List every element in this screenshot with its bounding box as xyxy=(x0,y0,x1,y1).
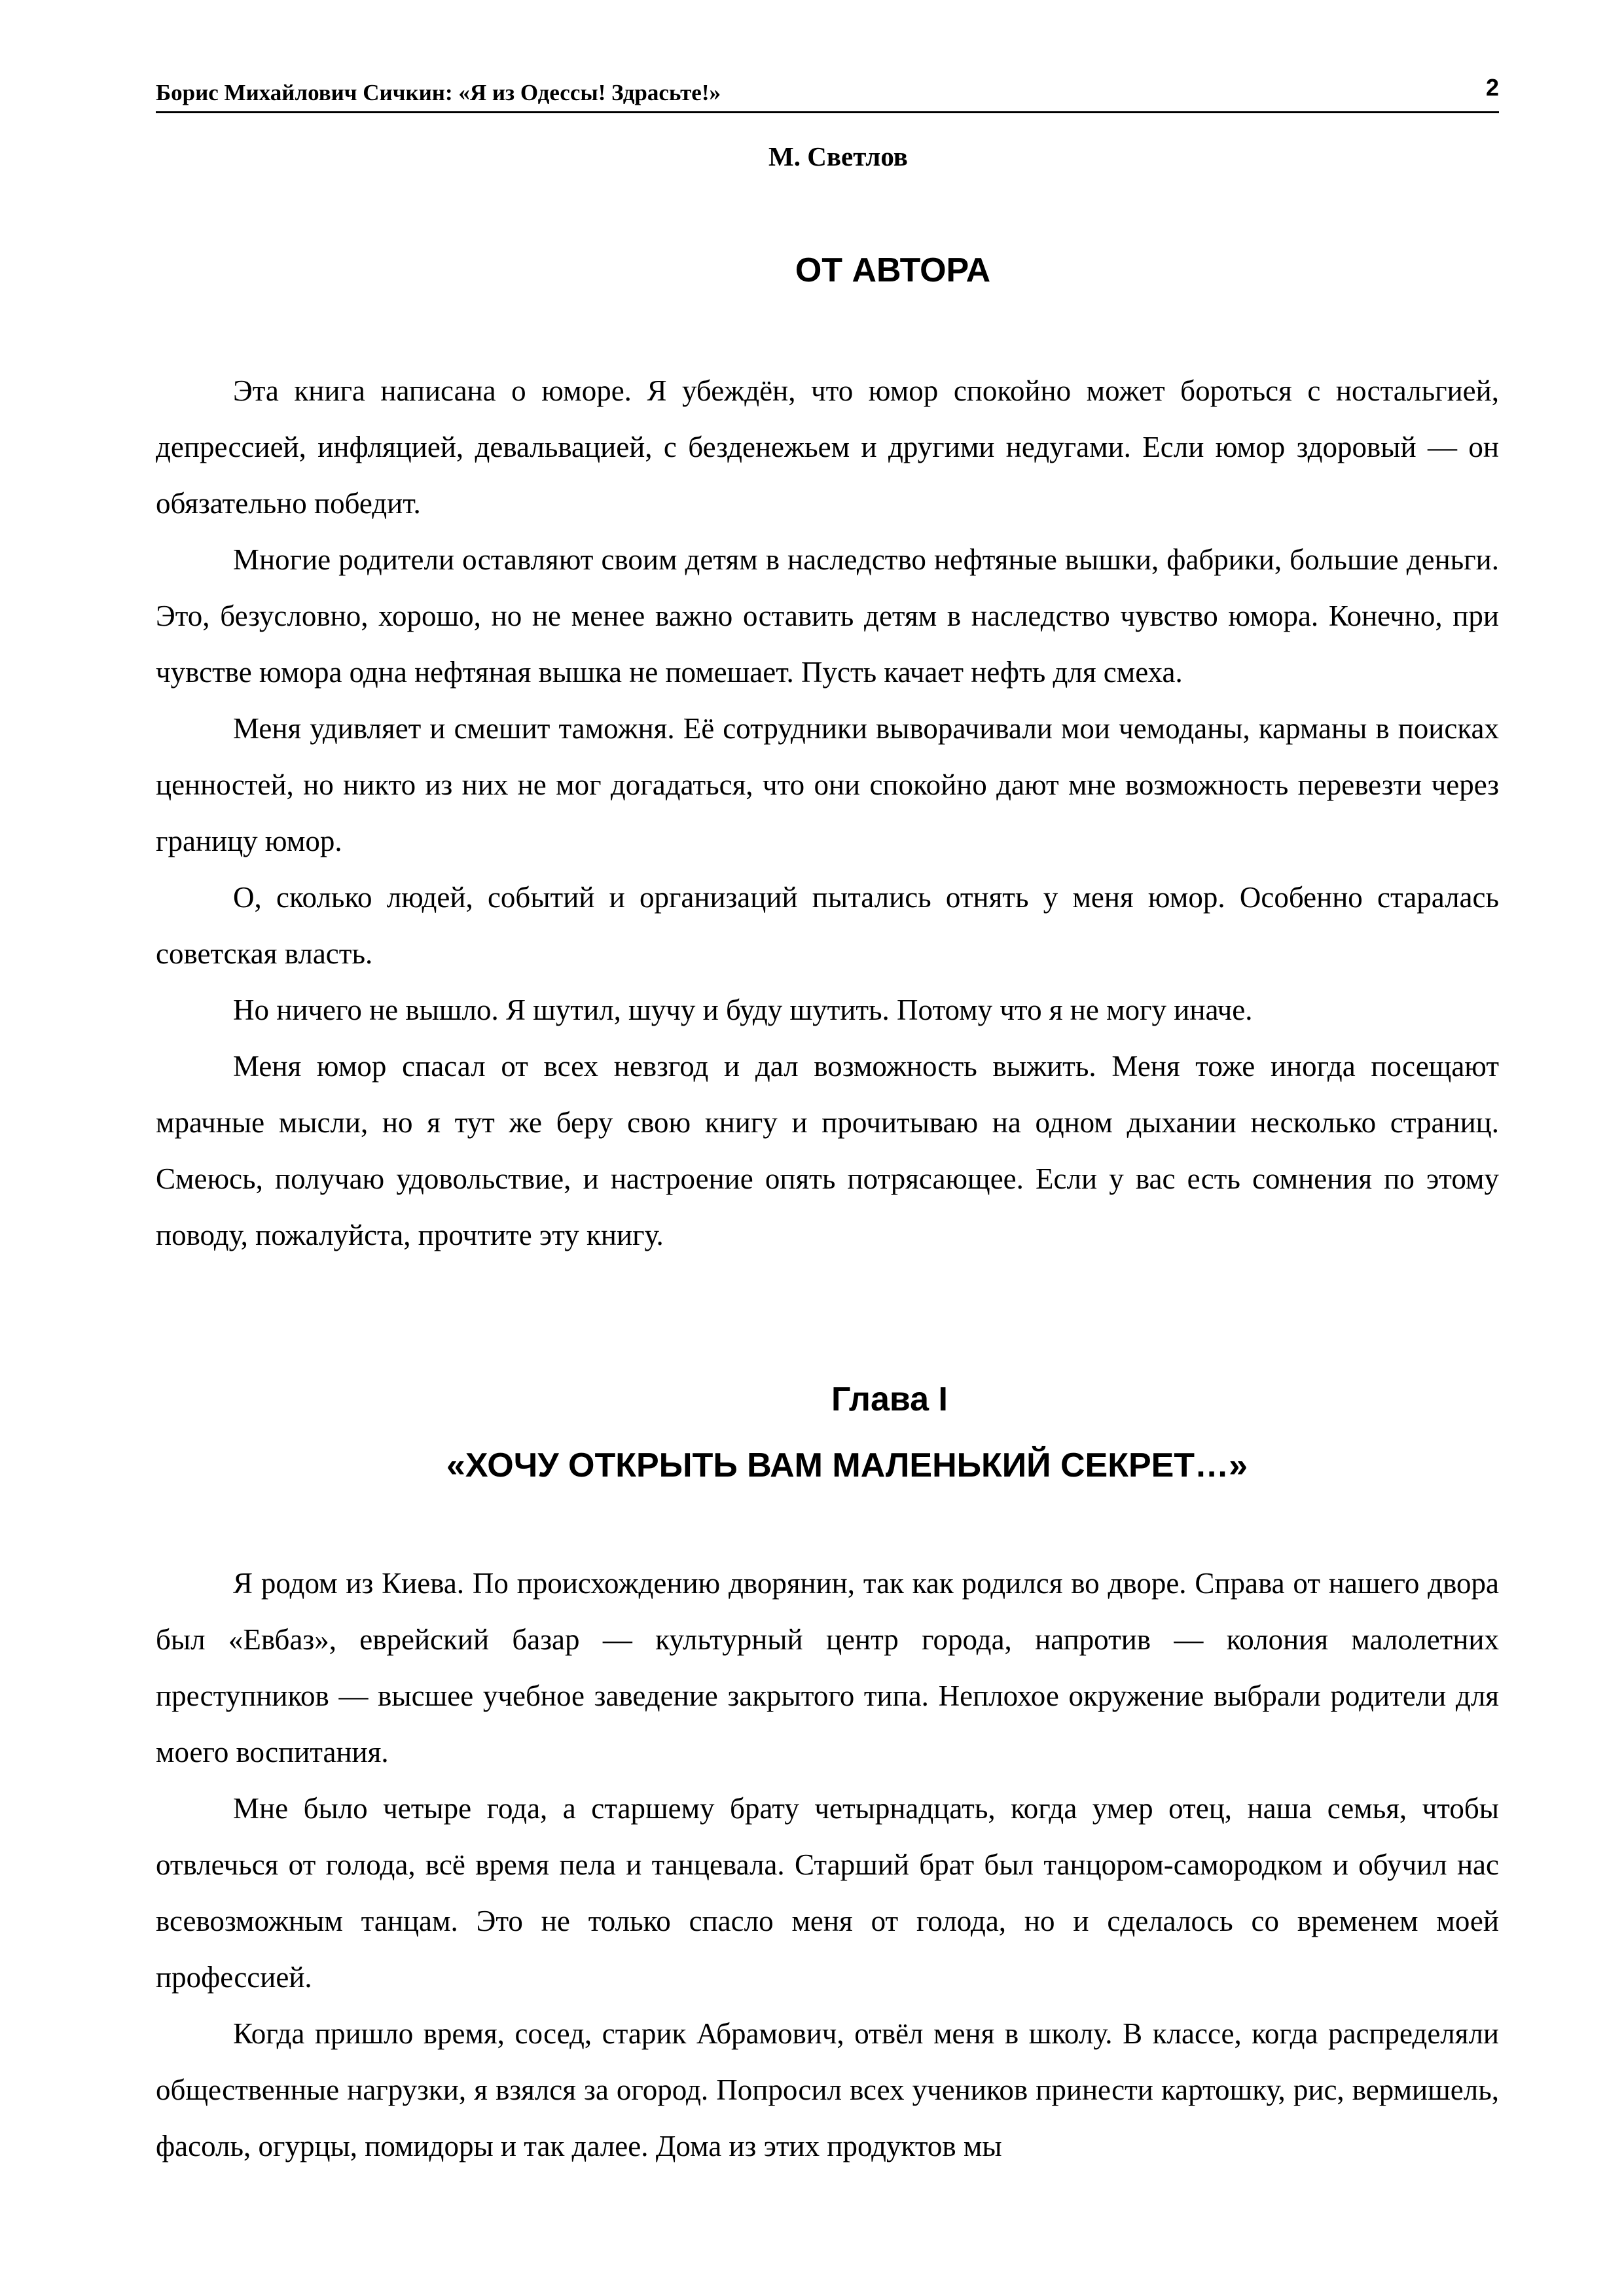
running-header xyxy=(156,73,1499,113)
chapter-number-heading: Глава I xyxy=(831,1380,948,1418)
paragraph: Но ничего не вышло. Я шутил, шучу и буду шутить. Потому что я не могу иначе. xyxy=(233,994,1253,1026)
paragraph: Эта книга написана о юморе. Я убеждён, что юмор спокойно может бороться с ностальгией, депрессией, инфляцией, девальвацией, с безденежьем и другими недугами. Если юмор здоровый — он обязательно победит. xyxy=(156,374,1499,520)
paragraph: Меня юмор спасал от всех невзгод и дал возможность выжить. Меня тоже иногда посещают мрачные мысли, но я тут же беру свою книгу и прочитываю на одном дыхании несколько страниц. Смеюсь, получаю удовольствие, и настроение опять потрясающее. Если у вас есть сомнения по этому поводу, пожалуйста, прочтите эту книгу. xyxy=(156,1050,1499,1251)
paragraph: Многие родители оставляют своим детям в наследство нефтяные вышки, фабрики, большие деньги. Это, безусловно, хорошо, но не менее важно оставить детям в наследство чувство юмора. Конечно, при чувстве юмора одна нефтяная вышка не помешает. Пусть качает нефть для смеха. xyxy=(156,543,1499,689)
section-heading-from-author: ОТ АВТОРА xyxy=(795,251,991,289)
chapter-title-heading: «ХОЧУ ОТКРЫТЬ ВАМ МАЛЕНЬКИЙ СЕКРЕТ…» xyxy=(446,1446,1248,1484)
page-number: 2 xyxy=(1485,74,1499,101)
paragraph: Меня удивляет и смешит таможня. Её сотрудники выворачивали мои чемоданы, карманы в поисках ценностей, но никто из них не мог догадаться, что они спокойно дают мне возможность перевезти через границу юмор. xyxy=(156,712,1499,857)
paragraph: Мне было четыре года, а старшему брату четырнадцать, когда умер отец, наша семья, чтобы отвлечься от голода, всё время пела и танцевала. Старший брат был танцором-самородком и обучил нас всевозможным танцам. Это не только спасло меня от голода, но и сделалось со временем моей профессией. xyxy=(156,1792,1499,1994)
author-foreword-text xyxy=(156,363,1499,1263)
chapter-text xyxy=(156,1555,1499,2174)
book-title: Борис Михайлович Сичкин: «Я из Одессы! Здрасьте!» xyxy=(156,80,721,105)
paragraph: О, сколько людей, событий и организаций пытались отнять у меня юмор. Особенно старалась советская власть. xyxy=(156,881,1499,970)
paragraph: Я родом из Киева. По происхождению дворянин, так как родился во дворе. Справа от нашего двора был «Евбаз», еврейский базар — культурный центр города, напротив — колония малолетних преступников — высшее учебное заведение закрытого типа. Неплохое окружение выбрали родители для моего воспитания. xyxy=(156,1567,1499,1768)
epigraph-signature: М. Светлов xyxy=(768,141,908,171)
paragraph: Когда пришло время, сосед, старик Абрамович, отвёл меня в школу. В классе, когда распределяли общественные нагрузки, я взялся за огород. Попросил всех учеников принести картошку, рис, вермишель, фасоль, огурцы, помидоры и так далее. Дома из этих продуктов мы xyxy=(156,2017,1499,2162)
